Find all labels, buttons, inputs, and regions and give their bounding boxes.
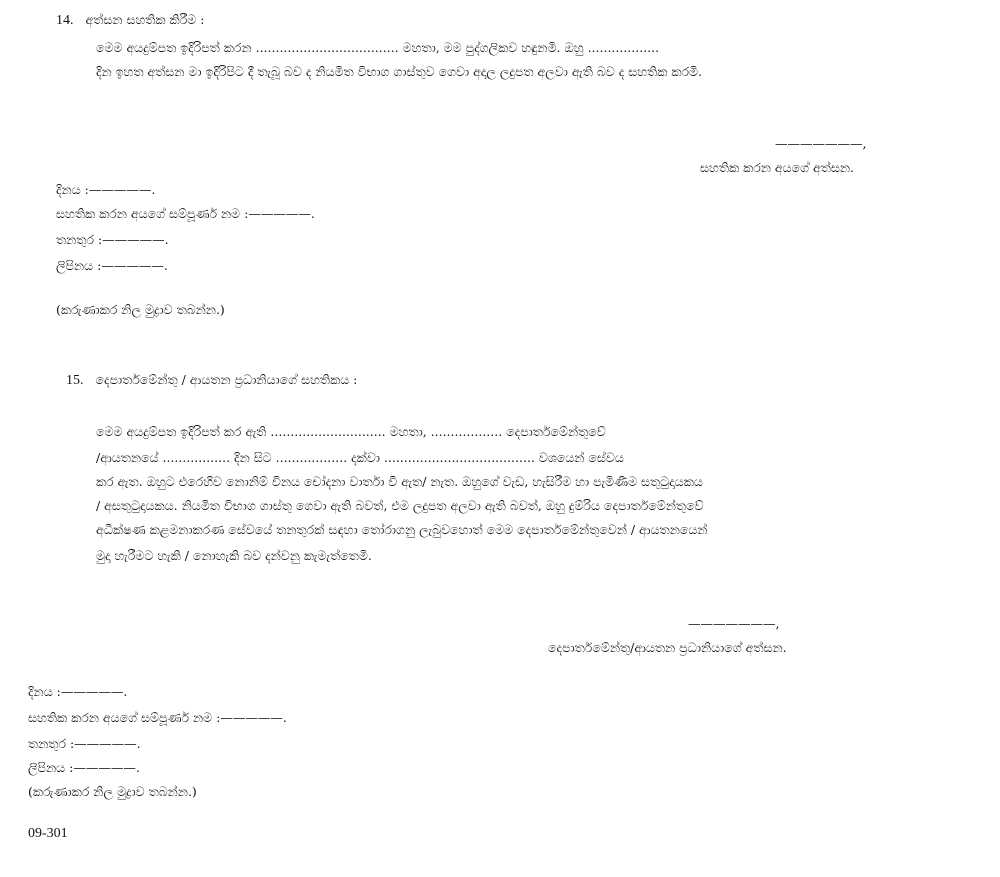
section-15-text-line-6: මුදා හැරීමට හැකි / නොහැකි බව දන්වනු කැමැත්තෙමි. <box>96 548 372 563</box>
section-15-text-line-4: / අසතුටුදායකය. නියමිත විභාග ගාස්තු ගෙවා ඇති බවත්, එම ලදුපත අලවා ඇති බවත්, ඔහු දුම්රිය දෙපාර්තමේන්තුවේ <box>96 498 704 513</box>
section-14-date-field: දිනය :—————. <box>56 182 156 197</box>
section-15-address-field: ලිපිනය :—————. <box>28 760 140 775</box>
section-15-post-field: තනතුර :—————. <box>28 736 141 751</box>
section-15-number: 15. <box>66 373 84 388</box>
section-14-heading <box>56 12 204 29</box>
section-15-signature-line: ———————, <box>688 616 780 631</box>
section-14-title: අත්සන සහතික කිරීම : <box>85 12 205 27</box>
section-14-post-field: තනතුර :—————. <box>56 232 169 247</box>
section-15-seal-note: (කරුණාකර නිල මුද්‍රාව තබන්න.) <box>28 784 197 799</box>
section-14-number: 14. <box>56 13 74 28</box>
section-14-seal-note: (කරුණාකර නිල මුද්‍රාව තබන්න.) <box>56 302 225 317</box>
form-code: 09-301 <box>28 826 68 841</box>
section-15-full-name-field: සහතික කරන අයගේ සම්පූර්ණ නම :—————. <box>28 710 287 725</box>
section-14-address-field: ලිපිනය :—————. <box>56 258 168 273</box>
section-15-signature-caption: දෙපාර්තමේන්තු/ආයතන ප්‍රධානියාගේ අත්සන. <box>548 640 787 655</box>
section-15-text-line-1: මෙම අයදුම්පත ඉදිරිපත් කර ඇති ............................. මහතා, .................. දෙපාර්තමේන්තුවේ <box>96 424 606 439</box>
section-15-text-line-5: අධීක්ෂණ කළමනාකරණ සේවයේ තනතුරක් සඳහා තෝරාගනු ලැබුවහොත් මෙම දෙපාර්තමේන්තුවෙන් / ආයතනයෙන් <box>96 522 708 537</box>
section-15-title: දෙපාර්තමේන්තු / ආයතන ප්‍රධානියාගේ සහතිකය : <box>95 372 358 387</box>
section-15-heading <box>66 372 357 389</box>
section-15-date-field: දිනය :—————. <box>28 684 128 699</box>
section-14-full-name-field: සහතික කරන අයගේ සම්පූර්ණ නම :—————. <box>56 206 315 221</box>
section-14-signature-caption: සහතික කරන අයගේ අත්සන. <box>700 160 854 175</box>
section-15-text-line-2: /ආයතනයේ ................. දින සිට .................. දක්වා ...................................... වශයෙන් සේවය <box>96 450 624 465</box>
section-15-text-line-3: කර ඇත. ඔහුට එරෙහිව නොනිම් විනය චෝදනා වාර්තා වී ඇත/ නැත. ඔහුගේ වැඩ, හැසිරීම හා පැමිණීම සතුටුදායකය <box>96 474 703 489</box>
section-14-signature-line: ———————, <box>775 136 867 151</box>
section-14-text-line-1: මෙම අයදුම්පත ඉදිරිපත් කරන .................................... මහතා, මම පුද්ගලිකව හඳුනමි. ඔහු .................. <box>96 40 660 55</box>
section-14-text-line-2: දින ඉහත අත්සන මා ඉදිරිපිට දී තැබූ බව ද නියමිත විභාග ගාස්තුව ගෙවා අදාල ලදුපත අලවා ඇති බව ද සහතික කරමි. <box>96 64 703 79</box>
